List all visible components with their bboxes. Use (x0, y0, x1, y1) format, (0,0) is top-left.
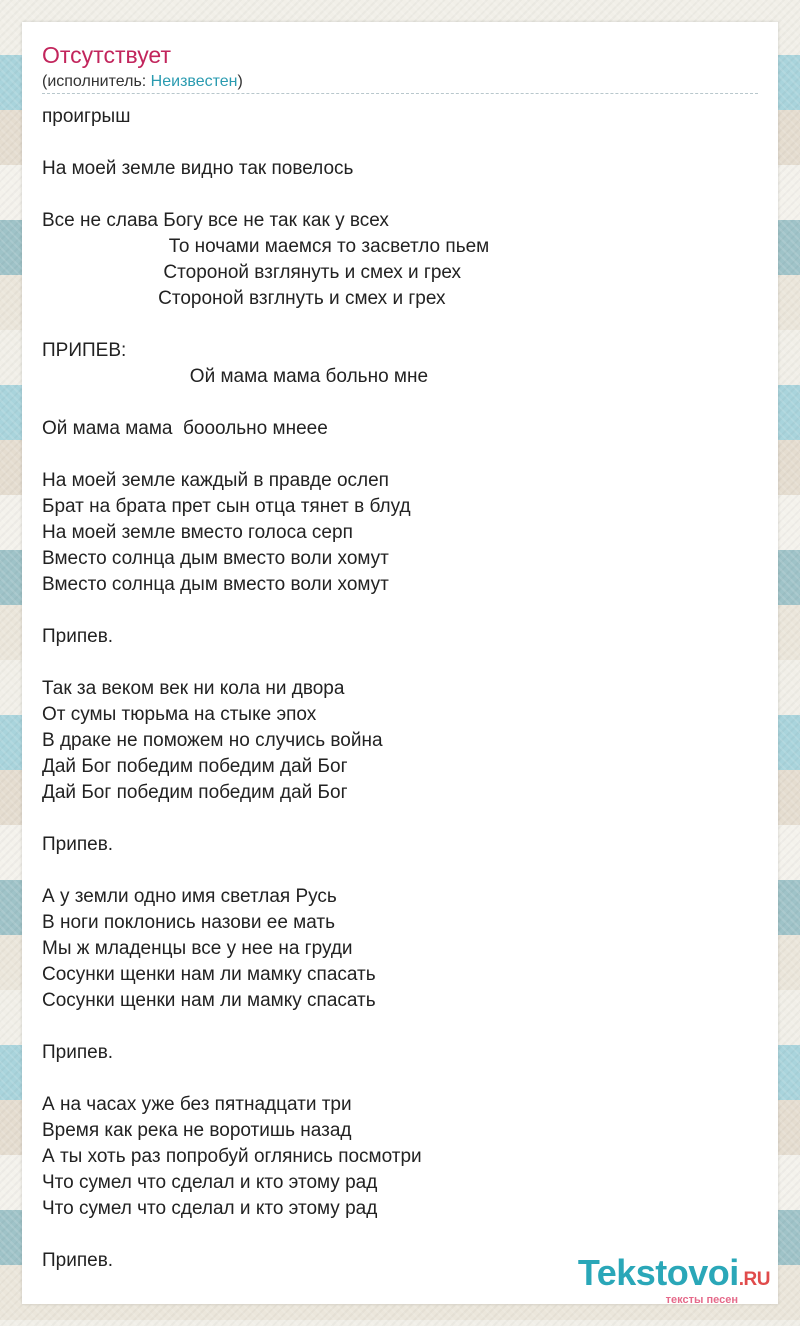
logo-wordmark (577, 1252, 770, 1298)
logo-name: Tekstovoi (577, 1252, 739, 1293)
artist-prefix: (исполнитель: (42, 73, 151, 90)
logo-tagline: тексты песен (665, 1294, 738, 1306)
lyrics-card (22, 22, 778, 1304)
artist-line (42, 73, 243, 91)
logo-domain: .RU (738, 1269, 770, 1290)
lyrics-text: проигрыш На моей земле видно так повелось Все не слава Богу все не так как у всех То ночами маемся то засветло пьем Стороной взглянуть и смех и грех Стороной взглнуть и смех и грех ПРИПЕВ: Ой мама мама больно мне Ой мама мама бооольно мнеее На моей земле каждый в правде ослеп Брат на брата прет сын отца тянет в блуд На моей земле вместо голоса серп Вместо солнца дым вместо воли хомут Вместо солнца дым вместо воли хомут Припев. Так за веком век ни кола ни двора От сумы тюрьма на стыке эпох В драке не поможем но случись война Дай Бог победим победим дай Бог Дай Бог победим победим дай Бог Припев. А у земли одно имя светлая Русь В ноги поклонись назови ее мать Мы ж младенцы все у нее на груди Сосунки щенки нам ли мамку спасать Сосунки щенки нам ли мамку спасать Припев. А на часах уже без пятнадцати три Время как река не воротишь назад А ты хоть раз попробуй оглянись посмотри Что сумел что сделал и кто этому рад Что сумел что сделал и кто этому рад Припев. (42, 106, 490, 1271)
artist-suffix: ) (237, 73, 243, 90)
divider (42, 93, 758, 94)
site-logo[interactable] (577, 1252, 770, 1306)
song-title: Отсутствует (42, 42, 171, 68)
artist-link[interactable]: Неизвестен (150, 73, 238, 90)
